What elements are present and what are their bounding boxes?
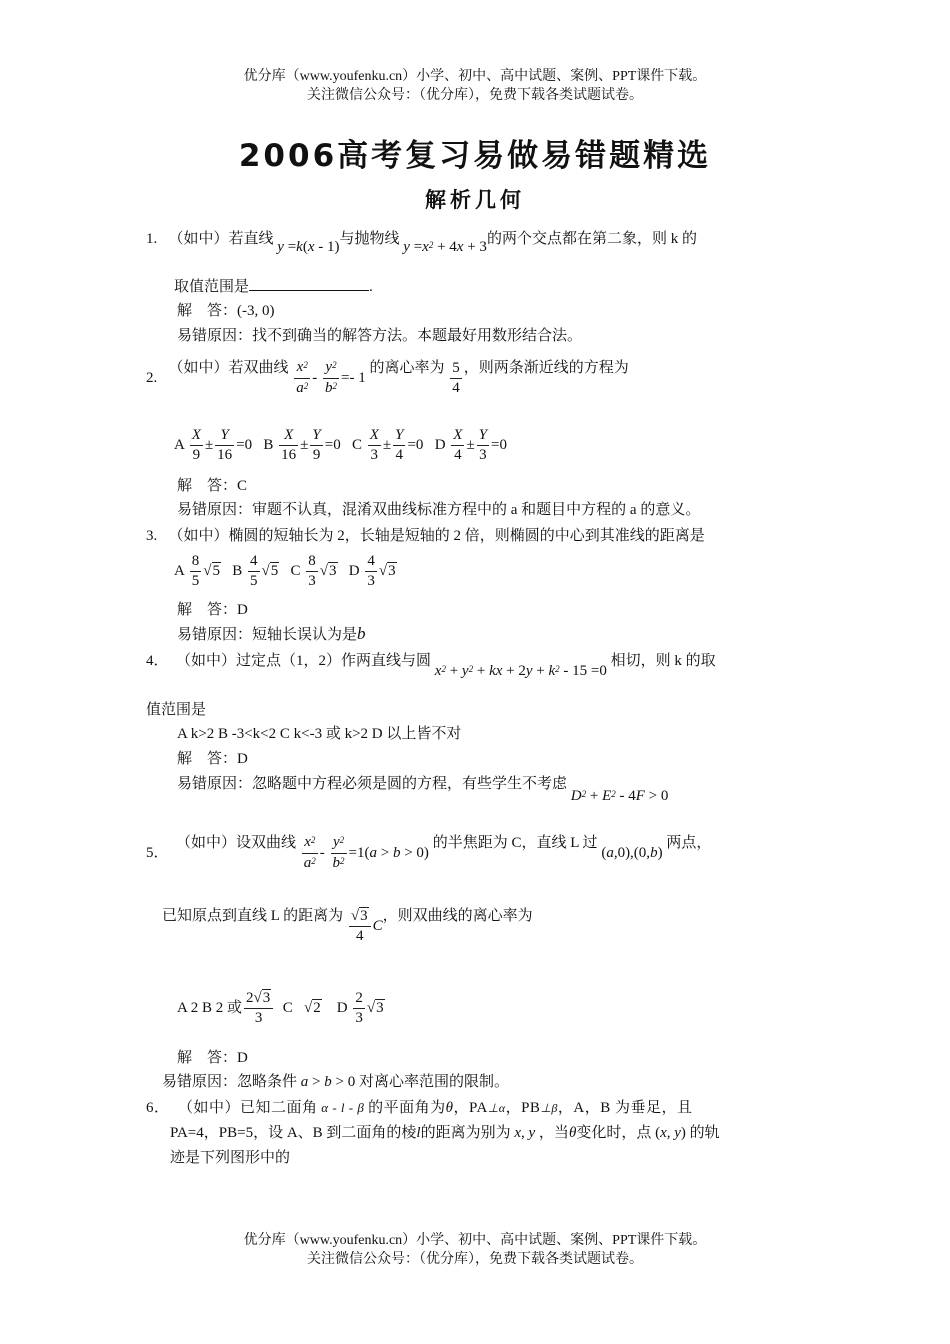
q2-text-3: ，则两条渐近线的方程为 xyxy=(463,360,629,376)
q2-opt-a-frac2: $\frac{Y}{16}$ xyxy=(217,427,233,463)
q1-line-1 xyxy=(146,229,697,255)
footer-line-2: 关注微信公众号：（优分库），免费下载各类试题试卷。 xyxy=(307,1252,643,1267)
q5-text-3: 两点， xyxy=(666,835,712,851)
q1-parabola-equation: $y =x^2 + 4x + 3$ xyxy=(399,239,487,255)
q3-line-1 xyxy=(146,526,705,546)
q2-opt-c-frac2: $\frac{Y}{4}$ xyxy=(395,427,404,463)
q3-answer: 解 答：D xyxy=(177,602,248,618)
q3-opt-b-sqrt: √5 xyxy=(261,562,279,579)
q4-answer: 解 答：D xyxy=(177,751,248,767)
q4-error-reason xyxy=(177,774,669,804)
q2-opt-a-frac1: $\frac{X}{9}$ xyxy=(191,427,201,463)
header-line-2: 关注微信公众号：（优分库），免费下载各类试题试卷。 xyxy=(307,88,643,103)
q6-point-xy: (x, y) xyxy=(655,1125,686,1141)
q2-frac-x2-a2: $\frac{x^2}{a^2}$ xyxy=(296,359,309,397)
q6-line-3: 迹是下列图形中的 xyxy=(170,1150,291,1166)
q3-options xyxy=(174,552,397,591)
q2-opt-b-label: B xyxy=(263,436,274,453)
q6-theta: θ xyxy=(445,1100,454,1116)
q1-number: 1. xyxy=(146,231,158,247)
q6-text-3: ，PA xyxy=(453,1100,488,1116)
q6-xy: x, y xyxy=(510,1125,539,1141)
q3-error-reason xyxy=(177,624,366,645)
q6-edge-l: l xyxy=(416,1125,421,1141)
q4-number: 4． xyxy=(146,653,169,669)
q3-opt-a-frac: $\frac{8}{5}$ xyxy=(191,553,200,589)
q6-text-1: （如中）已知二面角 xyxy=(178,1100,318,1116)
q3-opt-b-label: B xyxy=(232,562,243,579)
q3-opt-c-frac: $\frac{8}{3}$ xyxy=(308,553,316,589)
q4-line-2: 值范围是 xyxy=(146,702,207,718)
q5-options xyxy=(177,988,385,1028)
q2-opt-c-frac1: $\frac{X}{3}$ xyxy=(369,427,379,463)
q3-opt-c-label: C xyxy=(290,562,301,579)
q5-distance-c: C xyxy=(372,918,383,934)
q2-options: A $\frac{X}{9}$ ± $\frac{Y}{16}$ =0 B $\frac{X}{16}$ ± $\frac{Y}{9}$ =0 C $\frac{X}{3}$ ± $\frac{Y}{4}$ =0 D $\frac{X}{4}$ ± $\frac{Y}{3}$ =0 xyxy=(174,427,507,463)
q6-line-1 xyxy=(146,1098,692,1118)
q5-opt-c-label: C xyxy=(282,1000,293,1016)
q6-text-7: 的距离为别为 xyxy=(420,1125,511,1141)
page-subtitle: 解析几何 xyxy=(425,188,525,212)
q3-error-text: 易错原因：短轴长误认为是 xyxy=(177,627,358,643)
q5-line-1: 5． （如中）设双曲线 $\frac{x^2}{a^2}$ - $\frac{y^2}{b^2}$ =1(a > b > 0) 的半焦距为 C，直线 L 过 (a,0),(0,b) 两点， xyxy=(146,833,711,874)
q5-opt-b-frac: $\frac{2√3}{3}$ xyxy=(244,989,273,1028)
q2-text-1: （如中）若双曲线 xyxy=(168,360,289,376)
q2-opt-b-frac1: $\frac{X}{16}$ xyxy=(281,427,297,463)
q3-opt-b-frac: $\frac{4}{5}$ xyxy=(250,553,258,589)
q2-answer: 解 答：C xyxy=(177,478,248,494)
q2-eccentricity-frac: $\frac{5}{4}$ xyxy=(452,360,460,397)
q1-text-1: （如中）若直线 xyxy=(168,231,274,247)
q2-opt-d-frac1: $\frac{X}{4}$ xyxy=(453,427,463,463)
q1-text-4: 取值范围是 xyxy=(174,279,250,295)
q1-text-3: 的两个交点都在第二象，则 k 的 xyxy=(486,231,697,247)
q2-number: 2. xyxy=(146,370,158,386)
footer-line-1: 优分库（www.youfenku.cn）小学、初中、高中试题、案例、PPT课件下载。 xyxy=(243,1233,707,1248)
q5-line-2 xyxy=(162,906,533,946)
q6-text-10: 的轨 xyxy=(689,1125,720,1141)
q2-opt-d-frac2: $\frac{Y}{3}$ xyxy=(478,427,488,463)
q3-opt-a-label: A xyxy=(174,562,185,579)
q5-opt-d-sqrt: √3 xyxy=(366,1000,384,1016)
q4-text-2: 相切，则 k 的取 xyxy=(610,653,716,669)
q6-text-5: ，A，B 为垂足，且 xyxy=(557,1100,693,1116)
header-line-1: 优分库（www.youfenku.cn）小学、初中、高中试题、案例、PPT课件下载。 xyxy=(243,69,707,84)
q5-condition: =1(a > b > 0) xyxy=(348,845,429,861)
q5-opt-c-sqrt: √2 xyxy=(304,1000,321,1016)
q6-dihedral: α - l - β xyxy=(317,1100,369,1115)
q1-text-5: . xyxy=(369,279,373,295)
q6-text-8: ，当 xyxy=(538,1125,569,1141)
q6-text-9: 变化时，点 xyxy=(576,1125,652,1141)
q1-line-equation: y =k(x - 1) xyxy=(273,239,340,255)
q1-line-2 xyxy=(174,276,373,297)
q3-error-b: b xyxy=(357,624,366,643)
page-title: 2006高考复习易做易错题精选 xyxy=(238,138,712,174)
q5-opt-d-frac: $\frac{2}{3}$ xyxy=(355,990,363,1027)
q3-opt-c-sqrt: √3 xyxy=(319,562,337,579)
q1-answer: 解 答：(-3, 0) xyxy=(177,303,275,319)
q3-opt-d-frac: $\frac{4}{3}$ xyxy=(367,553,375,589)
q4-error-text: 易错原因：忽略题中方程必须是圆的方程，有些学生不考虑 xyxy=(177,776,568,792)
q6-line-2 xyxy=(170,1123,720,1143)
q6-text-2: 的平面角为 xyxy=(368,1100,446,1116)
q6-theta-2: θ xyxy=(568,1125,577,1141)
q3-text-1: （如中）椭圆的短轴长为 2，长轴是短轴的 2 倍，则椭圆的中心到其准线的距离是 xyxy=(168,528,705,544)
q2-frac-y2-b2: $\frac{y^2}{b^2}$ xyxy=(325,359,338,397)
q2-opt-d-label: D xyxy=(434,436,446,453)
q2-opt-c-label: C xyxy=(351,436,362,453)
q6-perp-beta: ⊥β xyxy=(540,1101,558,1115)
q1-error-reason: 易错原因：找不到确当的解答方法。本题最好用数形结合法。 xyxy=(177,328,583,344)
q5-opt-ab-label: A 2 B 2 或 xyxy=(177,1000,243,1016)
q5-number: 5． xyxy=(146,845,169,861)
q1-blank xyxy=(249,276,369,291)
q4-error-condition: $D^2 + E^2 - 4F > 0$ xyxy=(567,788,669,804)
q5-answer: 解 答：D xyxy=(177,1050,248,1066)
q2-line-1: 2. （如中）若双曲线 $\frac{x^2}{a^2}$ - $\frac{y^2}{b^2}$ =- 1 的离心率为 $\frac{5}{4}$ ，则两条渐近线的方程为 xyxy=(146,358,629,399)
q4-options: A k>2 B -3<k<2 C k<-3 或 k>2 D 以上皆不对 xyxy=(177,726,462,742)
q2-text-2: 的离心率为 xyxy=(369,360,445,376)
q6-text-6: PA=4，PB=5，设 A、B 到二面角的棱 xyxy=(170,1125,417,1141)
q4-text-1: （如中）过定点（1，2）作两直线与圆 xyxy=(176,653,432,669)
q3-number: 3. xyxy=(146,528,158,544)
q5-error-reason xyxy=(162,1072,509,1092)
q4-circle-equation: $x^2 + y^2$ + kx + $2y + k^2 - 15 =0$ xyxy=(431,663,607,679)
q5-frac-y2-b2: $\frac{y^2}{b^2}$ xyxy=(332,834,345,872)
q5-opt-d-label: D xyxy=(336,1000,348,1016)
q5-text-4: 已知原点到直线 L 的距离为 xyxy=(162,908,344,924)
q2-error-reason: 易错原因：审题不认真，混淆双曲线标准方程中的 a 和题目中方程的 a 的意义。 xyxy=(177,502,701,518)
q2-opt-a-label: A xyxy=(174,436,185,453)
q6-perp-alpha: ⊥α xyxy=(487,1101,506,1115)
q5-frac-x2-a2: $\frac{x^2}{a^2}$ xyxy=(303,834,316,872)
q3-opt-d-label: D xyxy=(348,562,360,579)
q5-text-1: （如中）设双曲线 xyxy=(176,835,297,851)
q3-opt-d-sqrt: √3 xyxy=(378,562,396,579)
q2-opt-b-frac2: $\frac{Y}{9}$ xyxy=(312,427,321,463)
q5-error-condition: a > b > 0 xyxy=(297,1074,356,1090)
q6-text-4: ，PB xyxy=(505,1100,541,1116)
q5-points: (a,0),(0,b) xyxy=(601,845,663,861)
q5-text-2: 的半焦距为 C，直线 L 过 xyxy=(432,835,598,851)
q5-error-text-1: 易错原因：忽略条件 xyxy=(162,1074,298,1090)
q3-opt-a-sqrt: √5 xyxy=(203,562,220,579)
q5-text-5: ，则双曲线的离心率为 xyxy=(382,908,533,924)
q5-distance-frac: $\frac{√3}{4}$ xyxy=(349,907,371,946)
q6-number: 6． xyxy=(146,1100,170,1116)
q5-error-text-2: 对离心率范围的限制。 xyxy=(358,1074,509,1090)
q1-text-2: 与抛物线 xyxy=(339,231,400,247)
q4-line-1 xyxy=(146,651,716,679)
